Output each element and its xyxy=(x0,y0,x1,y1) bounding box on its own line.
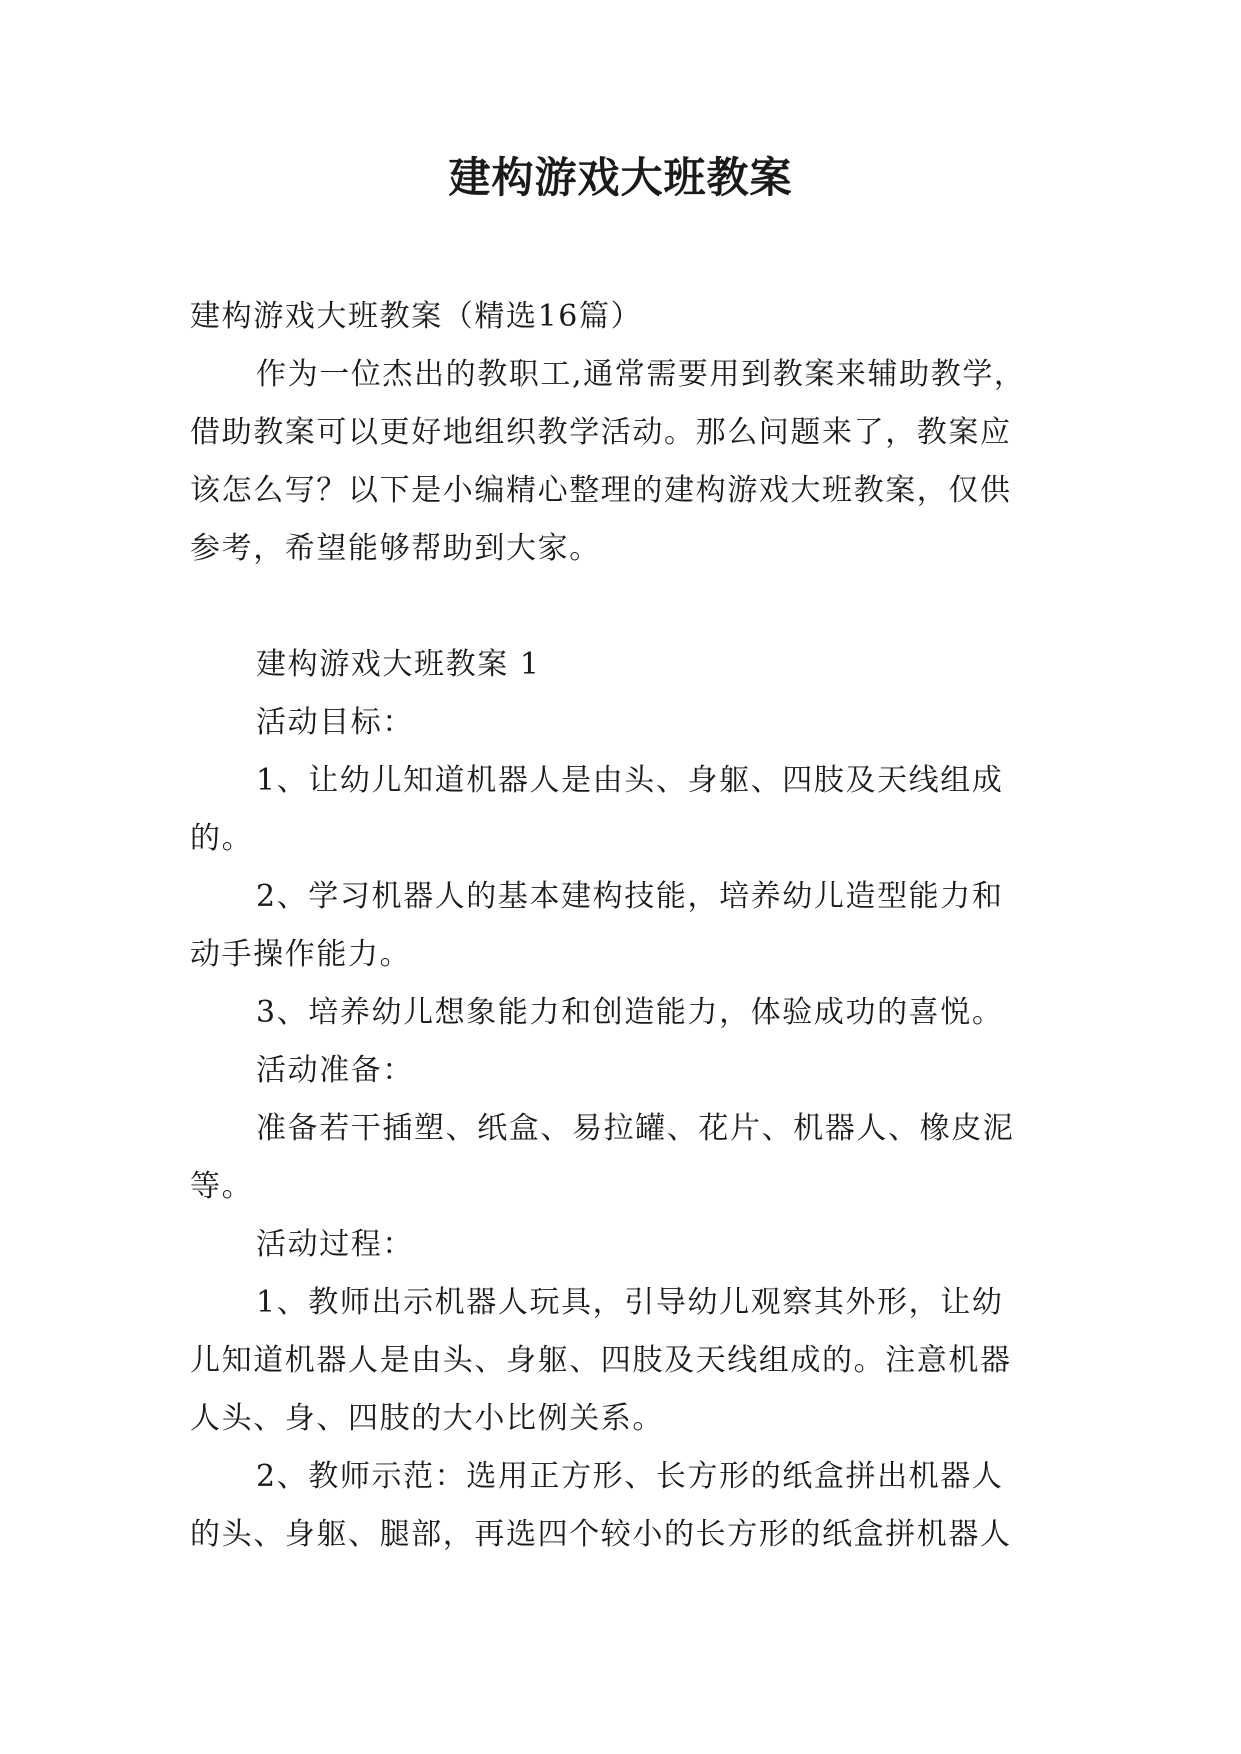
prep-line: 准备若干插塑、纸盒、易拉罐、花片、机器人、橡皮泥 xyxy=(256,1111,1015,1146)
process-line: 1、教师出示机器人玩具，引导幼儿观察其外形，让幼 xyxy=(256,1285,1004,1320)
goal-item-line: 1、让幼儿知道机器人是由头、身躯、四肢及天线组成 xyxy=(256,763,1004,798)
document-subtitle: 建构游戏大班教案（精选16篇） xyxy=(190,299,643,334)
process-line: 的头、身躯、腿部，再选四个较小的长方形的纸盒拼机器人 xyxy=(190,1517,1012,1552)
document-body xyxy=(190,288,1050,1564)
prep-label: 活动准备： xyxy=(256,1053,414,1088)
goal-item-line: 2、学习机器人的基本建构技能，培养幼儿造型能力和 xyxy=(256,879,1004,914)
intro-line: 作为一位杰出的教职工,通常需要用到教案来辅助教学， xyxy=(256,357,1026,392)
process-line: 2、教师示范：选用正方形、长方形的纸盒拼出机器人 xyxy=(256,1459,1004,1494)
section-heading: 建构游戏大班教案 1 xyxy=(256,647,541,682)
goal-item-line: 的。 xyxy=(190,821,254,856)
paragraph-gap xyxy=(190,578,1050,636)
process-line: 儿知道机器人是由头、身躯、四肢及天线组成的。注意机器 xyxy=(190,1343,1012,1378)
intro-line: 该怎么写？以下是小编精心整理的建构游戏大班教案，仅供 xyxy=(190,473,1012,508)
goal-item-line: 3、培养幼儿想象能力和创造能力，体验成功的喜悦。 xyxy=(256,995,1004,1030)
document-title: 建构游戏大班教案 xyxy=(448,153,793,202)
prep-line: 等。 xyxy=(190,1169,254,1204)
goal-label: 活动目标： xyxy=(256,705,414,740)
process-label: 活动过程： xyxy=(256,1227,414,1262)
goal-item-line: 动手操作能力。 xyxy=(190,937,412,972)
process-line: 人头、身、四肢的大小比例关系。 xyxy=(190,1401,664,1436)
intro-line: 借助教案可以更好地组织教学活动。那么问题来了，教案应 xyxy=(190,415,1012,450)
intro-line: 参考，希望能够帮助到大家。 xyxy=(190,531,601,566)
